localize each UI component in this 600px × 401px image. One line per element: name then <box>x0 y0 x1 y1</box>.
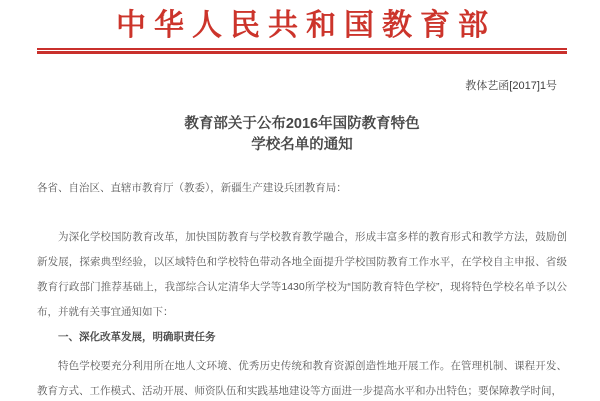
document-number: 教体艺函[2017]1号 <box>465 80 557 92</box>
notice-title-line1: 教育部关于公布2016年国防教育特色 <box>184 116 420 132</box>
paragraph-intro: 为深化学校国防教育改革，加快国防教育与学校教育教学融合，形成丰富多样的教育形式和教学方法，鼓励创新发展，探索典型经验，以区域特色和学校特色带动各地全面提升学校国防教育工作水平，在学校自主申报、省级教育行政部门推荐基础上，我部综合认定清华大学等1430所学校为“国防教育特色学校”，现将特色学校名单予以公布，并就有关事宜通知如下： <box>37 231 567 318</box>
paragraph-section-1: 特色学校要充分利用所在地人文环境、优秀历史传统和教育资源创造性地开展工作。在管理机制、课程开发、教育方式、工作模式、活动开展、师资队伍和实践基地建设等方面进一步提高水平和办出特色；要保障教学时间， <box>37 360 567 397</box>
notice-title-line2: 学校名单的通知 <box>251 137 353 153</box>
section-1-heading: 一、深化改革发展，明确职责任务 <box>58 331 216 343</box>
notice-title <box>37 114 567 156</box>
red-double-divider <box>37 48 567 54</box>
ministry-header-title: 中华人民共和国教育部 <box>116 8 496 43</box>
salutation-line: 各省、自治区、直辖市教育厅（教委），新疆生产建设兵团教育局： <box>37 182 347 194</box>
document-header <box>37 6 567 54</box>
